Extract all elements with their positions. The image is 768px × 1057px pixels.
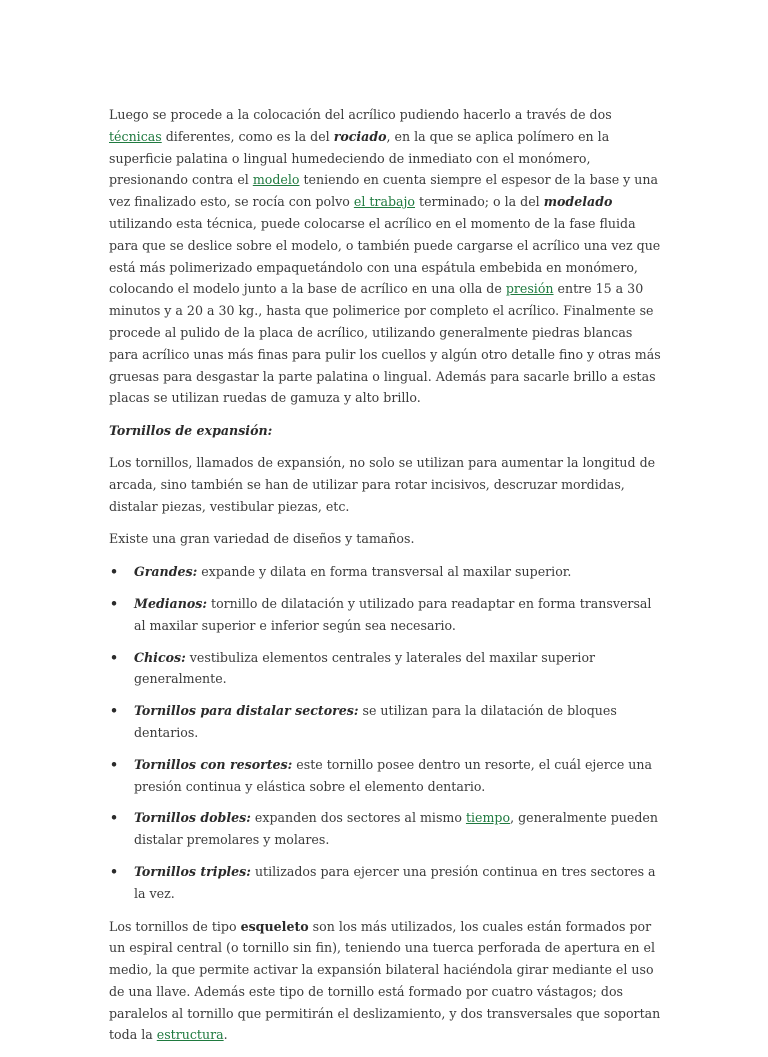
paragraph-tornillos-intro: Los tornillos, llamados de expansión, no solo se utilizan para aumentar la longitud de arcada, sino también se han de utilizar para rotar incisivos, descruzar mordidas, distalar piezas, vestibular piezas, etc. xyxy=(109,454,656,514)
text-run: diferentes, como es la del xyxy=(161,128,334,144)
link-el-trabajo[interactable]: el trabajo xyxy=(353,194,416,210)
link-estructura[interactable]: estructura xyxy=(156,1027,224,1043)
text-run: entre 15 a 30 minutos y a 20 a 30 kg., hasta que polimerice por completo el acrílico. Finalmente se procede al pulido de la placa de acrílico, utilizando generalmente piedras blancas para acrílico unas más finas para pulir los cuellos y algún otro detalle fino y otras más gruesas para desgastar la parte palatina o lingual. Además para sacarle brillo a estas placas se utilizan ruedas de gamuza y alto brillo. xyxy=(109,281,661,406)
text-run: terminado; o la del xyxy=(415,194,544,210)
list-item-term: Chicos: xyxy=(134,649,186,665)
text-run: Luego se procede a la colocación del acrílico pudiendo hacerlo a través de dos xyxy=(109,107,612,122)
list-item-term: Grandes: xyxy=(134,564,198,580)
list-item xyxy=(109,807,661,851)
list-item xyxy=(109,754,661,798)
text-run: . xyxy=(223,1027,228,1043)
list-item-desc: , generalmente pueden distalar premolares y molares. xyxy=(134,810,658,848)
term-modelado: modelado xyxy=(543,194,613,210)
term-rociado: rociado xyxy=(333,128,387,144)
list-item-term: Tornillos para distalar sectores: xyxy=(134,703,359,719)
list-item-desc: tornillo de dilatación y utilizado para readaptar en forma transversal al maxilar superior e inferior según sea necesario. xyxy=(134,595,652,633)
bullet-glyph: • xyxy=(110,595,119,611)
list-item-desc: utilizados para ejercer una presión continua en tres sectores a la vez. xyxy=(134,863,656,901)
text-run: teniendo en cuenta siempre el espesor de la base y una vez finalizado esto, se rocía con polvo xyxy=(109,172,659,210)
list-item-term: Medianos: xyxy=(134,595,207,611)
bullet-glyph: • xyxy=(110,649,119,665)
list-item xyxy=(109,561,661,583)
bullet-glyph: • xyxy=(110,863,119,879)
text-run: , en la que se aplica polímero en la superficie palatina o lingual humedeciendo de inmediato con el monómero, presionando contra el xyxy=(109,128,610,188)
paragraph-variedad: Existe una gran variedad de diseños y tamaños. xyxy=(109,531,415,547)
list-item-desc: expanden dos sectores al mismo xyxy=(250,810,466,826)
document-body xyxy=(109,104,661,1057)
link-tiempo[interactable]: tiempo xyxy=(465,810,511,826)
text-run: Los tornillos de tipo xyxy=(109,918,241,934)
link-tecnicas[interactable]: técnicas xyxy=(109,128,162,144)
bullet-glyph: • xyxy=(110,703,119,719)
bullet-glyph: • xyxy=(110,810,119,826)
paragraph-esqueleto xyxy=(109,916,661,1047)
text-run: utilizando esta técnica, puede colocarse el acrílico en el momento de la fase fluida para que se deslice sobre el modelo, o también puede cargarse el acrílico una vez que está más polimerizado empaquetándolo con una espátula embebida en monómero, colocando el modelo junto a la base de acrílico en una olla de xyxy=(109,215,661,297)
link-modelo[interactable]: modelo xyxy=(252,172,300,188)
list-item-term: Tornillos dobles: xyxy=(134,810,251,826)
list-item-desc: expande y dilata en forma transversal al maxilar superior. xyxy=(197,564,572,580)
section-heading: Tornillos de expansión: xyxy=(109,423,273,439)
link-presion[interactable]: presión xyxy=(505,281,554,297)
list-item-term: Tornillos con resortes: xyxy=(134,756,293,772)
list-item-term: Tornillos triples: xyxy=(134,863,251,879)
list-item xyxy=(109,700,661,744)
list-item-desc: se utilizan para la dilatación de bloques dentarios. xyxy=(134,703,617,740)
bullet-glyph: • xyxy=(110,564,119,580)
term-esqueleto: esqueleto xyxy=(240,918,309,934)
text-run: son los más utilizados, los cuales están formados por un espiral central (o tornillo sin fin), teniendo una tuerca perforada de apertura en el medio, la que permite activar la expansión bilateral haciéndola girar mediante el uso de una llave. Además este tipo de tornillo está formado por cuatro vástagos; dos paralelos al tornillo que permitirán el deslizamiento, y dos transversales que soportan toda la xyxy=(109,918,661,1043)
tornillos-list xyxy=(109,561,661,904)
list-item xyxy=(109,647,661,691)
list-item-desc: vestibuliza elementos centrales y laterales del maxilar superior generalmente. xyxy=(134,649,596,687)
list-item xyxy=(109,593,661,637)
bullet-glyph: • xyxy=(110,756,119,772)
paragraph-acrilico xyxy=(109,104,661,409)
list-item-desc: este tornillo posee dentro un resorte, el cuál ejerce una presión continua y elástica sobre el elemento dentario. xyxy=(134,756,653,794)
list-item xyxy=(109,861,661,905)
